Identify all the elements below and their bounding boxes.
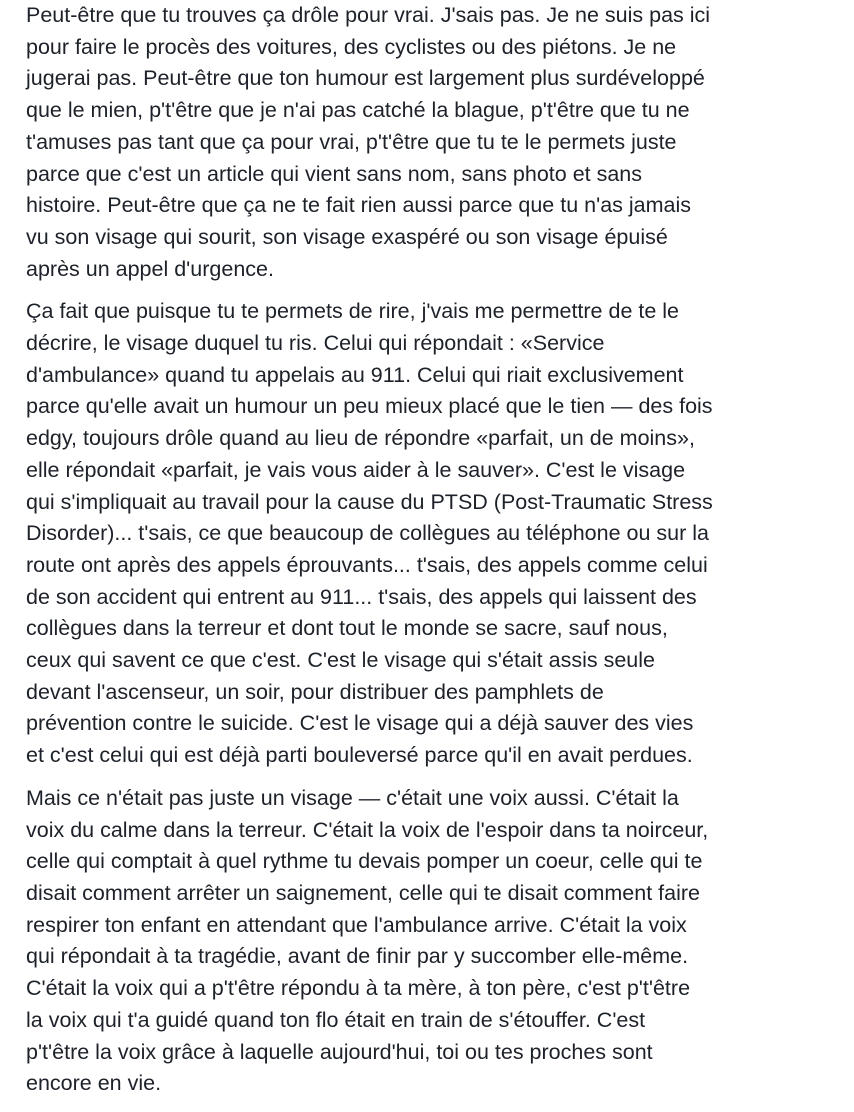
paragraph-2 [26, 296, 832, 772]
text-line: prévention contre le suicide. C'est le visage qui a déjà sauver des vies [26, 711, 694, 736]
text-line: collègues dans la terreur et dont tout le monde se sacre, sauf nous, [26, 616, 668, 641]
text-line: voix du calme dans la terreur. C'était la voix de l'espoir dans ta noirceur, [26, 817, 709, 842]
text-line: qui répondait à ta tragédie, avant de finir par y succomber elle-même. [26, 944, 689, 969]
text-line: de son accident qui entrent au 911... t'sais, des appels qui laissent des [26, 584, 697, 609]
text-line: celle qui comptait à quel rythme tu devais pomper un coeur, celle qui te [26, 849, 703, 874]
text-line: histoire. Peut-être que ça ne te fait rien aussi parce que tu n'as jamais [26, 193, 691, 218]
text-line: et c'est celui qui est déjà parti bouleversé parce qu'il en avait perdues. [26, 743, 693, 768]
text-line: Ça fait que puisque tu te permets de rire, j'vais me permettre de te le [26, 299, 680, 324]
text-line: devant l'ascenseur, un soir, pour distribuer des pamphlets de [26, 679, 604, 704]
text-line: C'était la voix qui a p't'être répondu à ta mère, à ton père, c'est p't'être [26, 976, 691, 1001]
text-line: edgy, toujours drôle quand au lieu de répondre «parfait, un de moins», [26, 426, 695, 451]
text-line: pour faire le procès des voitures, des cyclistes ou des piétons. Je ne [26, 34, 677, 59]
post-body [26, 0, 832, 1100]
text-line: Mais ce n'était pas juste un visage — c'était une voix aussi. C'était la [26, 785, 679, 810]
text-line: t'amuses pas tant que ça pour vrai, p't'être que tu te le permets juste [26, 129, 677, 154]
text-line: ceux qui savent ce que c'est. C'est le visage qui s'était assis seule [26, 648, 655, 673]
text-line: encore en vie. [26, 1071, 162, 1096]
text-line: p't'être la voix grâce à laquelle aujourd'hui, toi ou tes proches sont [26, 1039, 653, 1064]
text-line: la voix qui t'a guidé quand ton flo était en train de s'étouffer. C'est [26, 1007, 646, 1032]
text-line: parce qu'elle avait un humour un peu mieux placé que le tien — des fois [26, 394, 713, 419]
text-line: parce que c'est un article qui vient sans nom, sans photo et sans [26, 161, 643, 186]
text-line: route ont après des appels éprouvants... t'sais, des appels comme celui [26, 552, 708, 577]
text-line: décrire, le visage duquel tu ris. Celui qui répondait : «Service [26, 331, 605, 356]
text-line: qui s'impliquait au travail pour la cause du PTSD (Post-Traumatic Stress [26, 489, 713, 514]
text-line: d'ambulance» quand tu appelais au 911. Celui qui riait exclusivement [26, 362, 684, 387]
text-line: disait comment arrêter un saignement, celle qui te disait comment faire [26, 880, 700, 905]
text-line: jugerai pas. Peut-être que ton humour est largement plus surdéveloppé [26, 66, 705, 91]
text-line: Peut-être que tu trouves ça drôle pour vrai. J'sais pas. Je ne suis pas ici [26, 3, 711, 27]
paragraph-1 [26, 0, 832, 285]
text-line: respirer ton enfant en attendant que l'ambulance arrive. C'était la voix [26, 912, 687, 937]
text-line: vu son visage qui sourit, son visage exaspéré ou son visage épuisé [26, 224, 668, 249]
text-line: elle répondait «parfait, je vais vous aider à le sauver». C'est le visage [26, 457, 686, 482]
paragraph-3 [26, 783, 832, 1100]
text-line: après un appel d'urgence. [26, 256, 274, 281]
text-line: que le mien, p't'être que je n'ai pas catché la blague, p't'être que tu ne [26, 98, 690, 123]
text-line: Disorder)... t'sais, ce que beaucoup de collègues au téléphone ou sur la [26, 521, 709, 546]
